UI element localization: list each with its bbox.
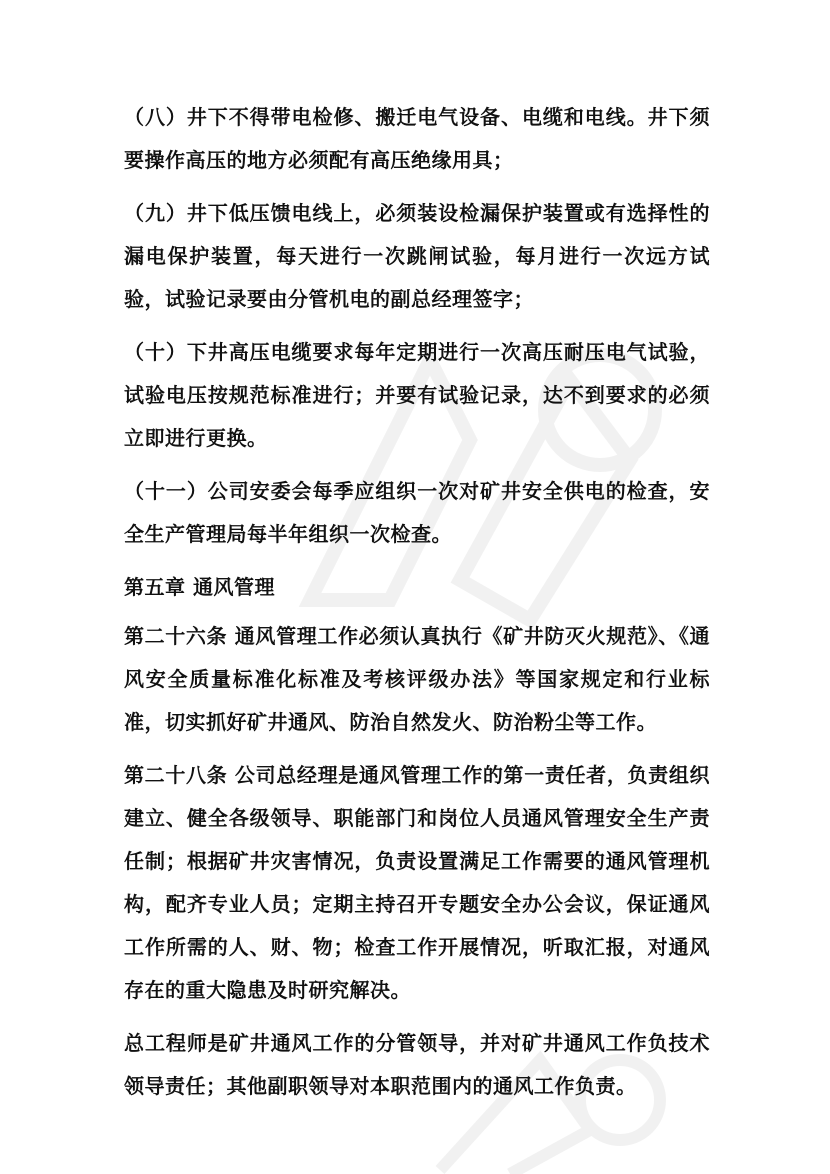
article-26: 第二十六条 通风管理工作必须认真执行《矿井防灭火规范》、《通风安全质量标准化标准及考核评级办法》等国家规定和行业标准，切实抓好矿井通风、防治自然发火、防治粉尘等工作。 — [124, 624, 710, 734]
document-body — [124, 96, 710, 1118]
paragraph-item-8: （八）井下不得带电检修、搬迁电气设备、电缆和电线。井下须要操作高压的地方必须配有高压绝缘用具； — [124, 105, 710, 172]
article-28: 第二十八条 公司总经理是通风管理工作的第一责任者，负责组织建立、健全各级领导、职能部门和岗位人员通风管理安全生产责任制；根据矿井灾害情况，负责设置满足工作需要的通风管理机构，配齐专业人员；定期主持召开专题安全办公会议，保证通风工作所需的人、财、物；检查工作开展情况，听取汇报，对通风存在的重大隐患及时研究解决。 — [124, 763, 710, 1002]
paragraph-item-11: （十一）公司安委会每季应组织一次对矿井安全供电的检查，安全生产管理局每半年组织一次检查。 — [124, 479, 710, 546]
paragraph-item-9: （九）井下低压馈电线上，必须装设检漏保护装置或有选择性的漏电保护装置，每天进行一次跳闸试验，每月进行一次远方试验，试验记录要由分管机电的副总经理签字； — [124, 201, 710, 311]
chief-engineer-paragraph: 总工程师是矿井通风工作的分管领导，并对矿井通风工作负技术领导责任；其他副职领导对本职范围内的通风工作负责。 — [124, 1031, 710, 1098]
chapter-heading: 第五章 通风管理 — [124, 575, 275, 599]
paragraph-item-10: （十）下井高压电缆要求每年定期进行一次高压耐压电气试验，试验电压按规范标准进行；并要有试验记录，达不到要求的必须立即进行更换。 — [124, 340, 710, 450]
